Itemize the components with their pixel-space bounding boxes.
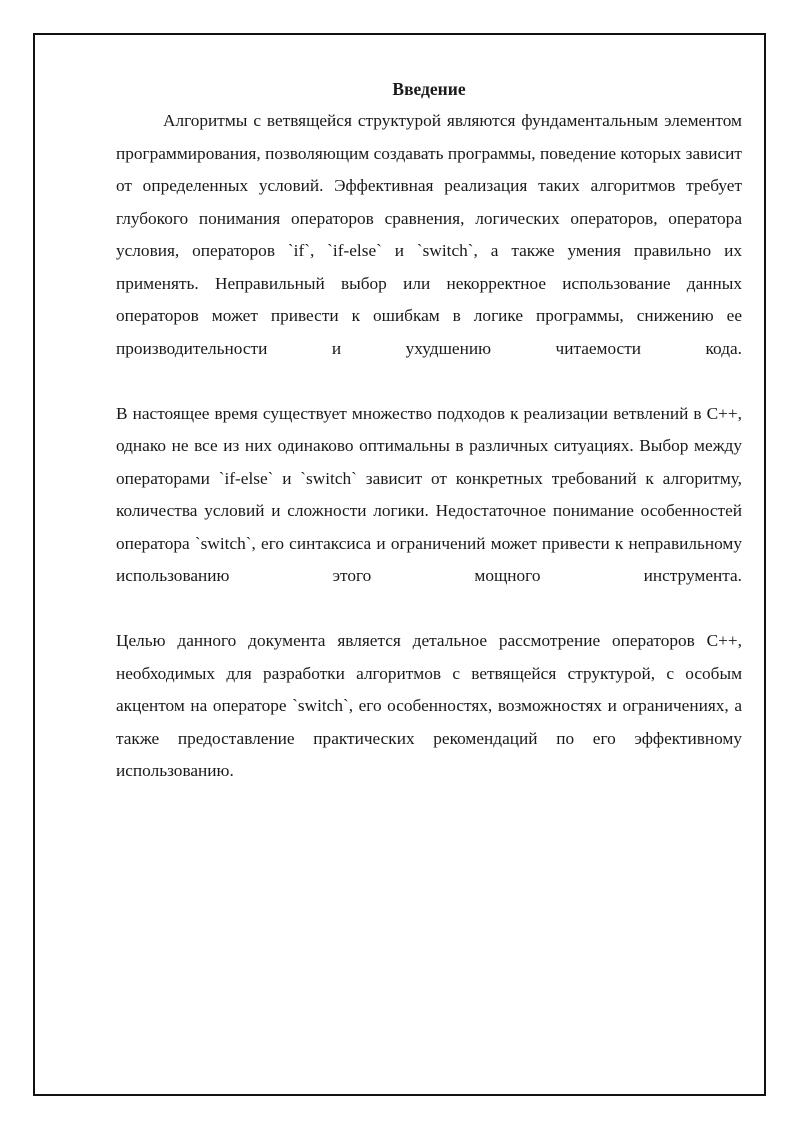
paragraph-2: В настоящее время существует множество подходов к реализации ветвлений в C++, однако не все из них одинаково оптимальны в различных ситуациях. Выбор между операторами `if-else` и `switch` зависит от конкретных требований к алгоритму, количества условий и сложности логики. Недостаточное понимание особенностей оператора `switch`, его синтаксиса и ограничений может привести к неправильному использованию этого мощного инструмента. xyxy=(116,403,742,585)
paragraph-1: Алгоритмы с ветвящейся структурой являются фундаментальным элементом программирования, позволяющим создавать программы, поведение которых зависит от определенных условий. Эффективная реализация таких алгоритмов требует глубокого понимания операторов сравнения, логических операторов, оператора условия, операторов `if`, `if-else` и `switch`, а также умения правильно их применять. Неправильный выбор или некорректное использование данных операторов может привести к ошибкам в логике программы, снижению ее производительности и ухудшению читаемости кода. xyxy=(116,111,742,358)
paragraph-spacer xyxy=(116,365,742,398)
paragraph-3: Целью данного документа является детальное рассмотрение операторов C++, необходимых для разработки алгоритмов с ветвящейся структурой, с особым акцентом на операторе `switch`, его особенностях, возможностях и ограничениях, а также предоставление практических рекомендаций по его эффективному использованию. xyxy=(116,631,742,780)
paragraph-spacer xyxy=(116,593,742,626)
document-title: Введение xyxy=(392,79,466,99)
document-body xyxy=(116,73,742,788)
